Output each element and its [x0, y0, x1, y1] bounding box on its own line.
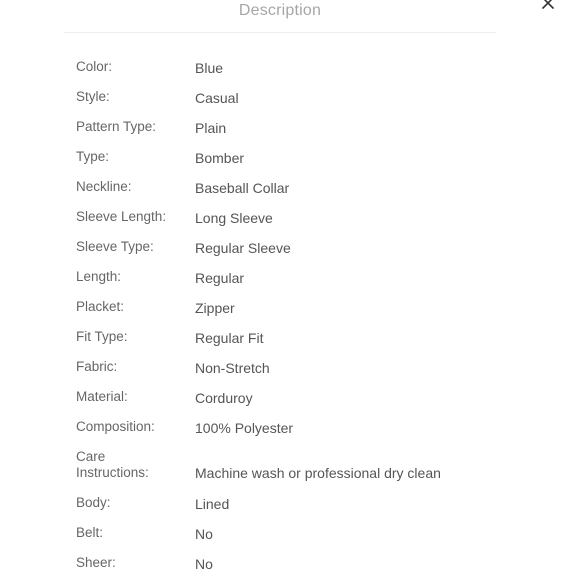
attribute-label: Fit Type:: [76, 329, 128, 344]
attribute-label: Sheer:: [76, 555, 116, 570]
attribute-row-belt: [76, 525, 536, 555]
attribute-label: Composition:: [76, 419, 155, 434]
attribute-label: Material:: [76, 389, 128, 404]
attribute-row-length: [76, 269, 536, 299]
attribute-value: Plain: [195, 120, 227, 136]
attribute-row-composition: [76, 419, 536, 449]
attribute-row-material: [76, 389, 536, 419]
attribute-value: No: [195, 556, 213, 572]
attribute-value: Regular Sleeve: [195, 240, 291, 256]
attribute-value: Bomber: [195, 150, 245, 166]
attribute-row-sleeve-length: [76, 209, 536, 239]
attribute-label-line: Care: [76, 449, 106, 464]
attribute-value: Machine wash or professional dry clean: [195, 465, 441, 481]
attribute-value: Lined: [195, 496, 230, 512]
attribute-value: Regular: [195, 270, 245, 286]
attribute-row-pattern-type: [76, 119, 536, 149]
attribute-label: Color:: [76, 59, 113, 74]
attribute-list: [76, 59, 536, 585]
attribute-label: Type:: [76, 149, 110, 164]
attribute-label: Fabric:: [76, 359, 118, 374]
attribute-value: Long Sleeve: [195, 210, 273, 226]
description-header: [64, 0, 496, 33]
attribute-label: Sleeve Length:: [76, 209, 167, 224]
attribute-label: Neckline:: [76, 179, 132, 194]
attribute-row-neckline: [76, 179, 536, 209]
attribute-row-body: [76, 495, 536, 525]
attribute-value: No: [195, 526, 213, 542]
attribute-row-color: [76, 59, 536, 89]
attribute-label-line: Instructions:: [76, 465, 149, 480]
attribute-row-fabric: [76, 359, 536, 389]
attribute-value: Non-Stretch: [195, 360, 270, 376]
attribute-row-placket: [76, 299, 536, 329]
page-title: Description: [238, 2, 322, 19]
attribute-label: Belt:: [76, 525, 104, 540]
attribute-label: Style:: [76, 89, 110, 104]
close-icon[interactable]: [537, 0, 559, 14]
attribute-value: Blue: [195, 60, 224, 76]
attribute-label: Pattern Type:: [76, 119, 157, 134]
attribute-label: Sleeve Type:: [76, 239, 154, 254]
attribute-label: [76, 449, 186, 481]
attribute-label: Body:: [76, 495, 111, 510]
attribute-row-sleeve-type: [76, 239, 536, 269]
attribute-value: Zipper: [195, 300, 235, 316]
attribute-row-fit-type: [76, 329, 536, 359]
attribute-label: Placket:: [76, 299, 125, 314]
attribute-label: Length:: [76, 269, 122, 284]
attribute-value: Baseball Collar: [195, 180, 290, 196]
attribute-row-style: [76, 89, 536, 119]
attribute-row-type: [76, 149, 536, 179]
attribute-value: Regular Fit: [195, 330, 264, 346]
attribute-value: Casual: [195, 90, 239, 106]
attribute-value: Corduroy: [195, 390, 253, 406]
attribute-row-care-instructions: [76, 449, 536, 495]
attribute-value: 100% Polyester: [195, 420, 294, 436]
attribute-row-sheer: [76, 555, 536, 585]
